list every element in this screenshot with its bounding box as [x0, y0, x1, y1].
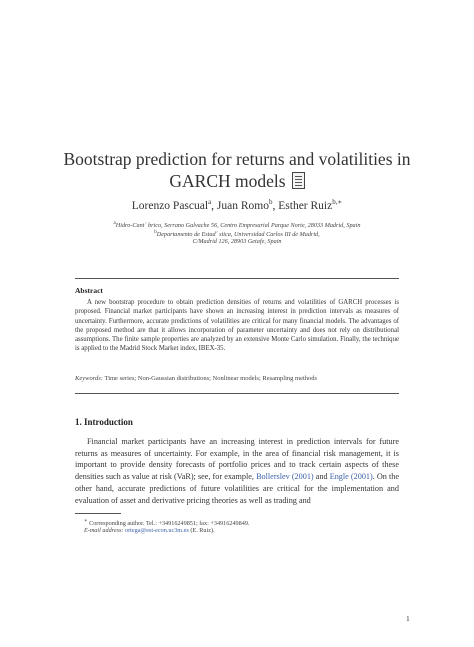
affiliation-mark: b [154, 230, 157, 235]
author-separator: , [211, 199, 217, 212]
introduction-paragraph [75, 436, 399, 506]
keywords-list: Time series; Non-Gaussian distributions; Nonlinear models; Resampling methods [104, 375, 318, 382]
footnote-email-label: E-mail address: [84, 527, 124, 534]
affiliation-b-address [40, 237, 434, 246]
author-name: Lorenzo Pascual [131, 199, 209, 212]
affiliation-text: Departamento de Estad´ stica, Universidad Carlos III de Madrid, [156, 231, 320, 239]
title-line-1: Bootstrap prediction for returns and volatilities in [63, 149, 411, 169]
keywords-label: Keywords: [75, 375, 103, 382]
author-affiliation-mark: a [208, 198, 212, 206]
section-heading-introduction: 1. Introduction [75, 417, 133, 427]
author-separator: , [272, 199, 279, 212]
footnote-corresponding [84, 518, 249, 527]
citation-link-engle[interactable]: Engle (2001) [329, 472, 373, 482]
footnote-text: Corresponding author. Tel.: +34916249851; fax: +34916249849. [89, 520, 250, 528]
citation-link-bollerslev[interactable]: Bollerslev (2001) [256, 472, 314, 482]
abstract-heading: Abstract [75, 286, 103, 295]
author-list [40, 198, 434, 212]
intro-text: and [313, 472, 330, 482]
abstract-bottom-rule [75, 393, 399, 394]
footnote-rule [75, 513, 121, 514]
footnote-mark: ∗ [84, 518, 88, 524]
abstract-top-rule [75, 278, 399, 279]
email-link[interactable]: ortega@est-econ.uc3m.es [125, 527, 189, 534]
footnote-email [84, 527, 215, 534]
document-note-icon[interactable] [292, 172, 305, 189]
intro-text: Financial market participants have an increasing interest in prediction intervals for future returns as measures of uncertainty. For example, in the area of financial risk management, it is important to provide density forecasts of portfolio prices and to track certain aspects of these densities such as value at risk (VaR); see, for example, [75, 437, 399, 482]
author-name: Esther Ruiz [278, 199, 333, 212]
page-number: 1 [406, 614, 410, 623]
affiliation-mark: a [113, 221, 116, 226]
affiliation-text: Hidro-Cant´ brico, Serrano Galvache 56, Centro Empresarial Parque Norte, 28033 Madrid, Spain [115, 222, 361, 230]
intro-text: . On the other hand, accurate predictions of future volatilities are critical for the implementation and evaluation of asset and derivative pricing theories as well as trading and [75, 472, 399, 505]
affiliation-text: C/Madrid 126, 28903 Getafe, Spain [192, 238, 282, 245]
author-name: Juan Romo [216, 199, 269, 212]
abstract-text: A new bootstrap procedure to obtain prediction densities of returns and volatilities of GARCH processes is proposed. Financial market participants have shown an increasing interest in prediction intervals as measures of uncertainty. Furthermore, accurate predictions of volatilities are critical for many financial models. The advantages of the proposed method are that it allows incorporation of parameter uncertainty and does not rely on distributional assumptions. The finite sample properties are analyzed by an extensive Monte Carlo simulation. Finally, the technique is applied to the Madrid Stock Market index, IBEX-35. [75, 299, 399, 353]
footnote-email-tail: (E. Ruiz). [188, 527, 215, 534]
title-line-2: GARCH models [169, 171, 286, 191]
author-affiliation-mark: b,∗ [332, 198, 343, 206]
keywords [75, 375, 399, 382]
paper-title [40, 148, 434, 192]
author-affiliation-mark: b [269, 198, 273, 206]
